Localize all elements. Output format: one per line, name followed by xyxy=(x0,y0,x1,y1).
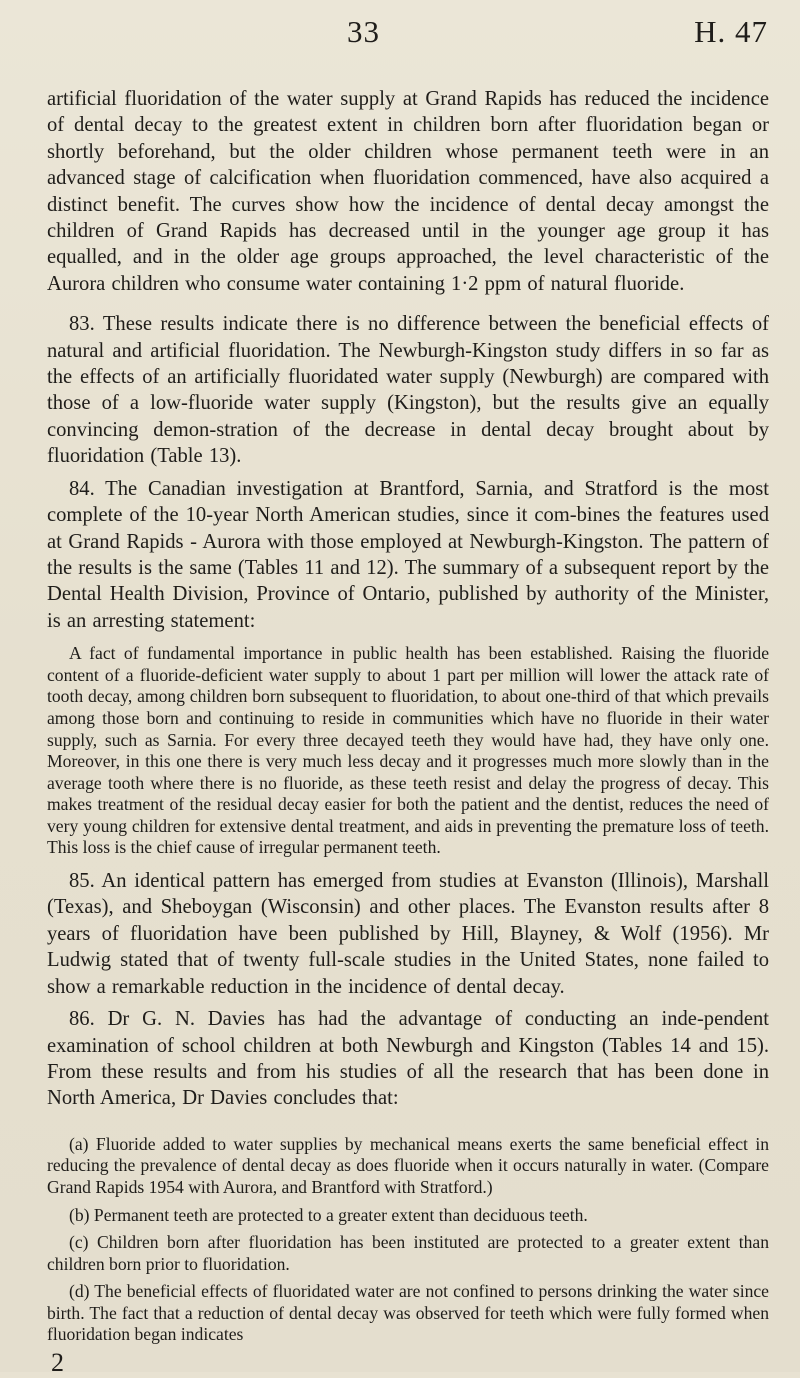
signature-mark: 2 xyxy=(51,1348,64,1378)
conclusion-d: (d) The beneficial effects of fluoridated water are not confined to persons drinking the water since birth. The fact that a reduction of dental decay was observed for teeth which were fully formed when fluoridation began indicates xyxy=(47,1281,769,1345)
conclusion-b: (b) Permanent teeth are protected to a greater extent than deciduous teeth. xyxy=(69,1204,588,1225)
paragraph-86: 86. Dr G. N. Davies has had the advantage of conducting an inde-pendent examination of school children at both Newburgh and Kingston (Tables 14 and 15). From these results and from his studies of all the research that has been done in North America, Dr Davies concludes that: xyxy=(47,1008,769,1110)
quoted-statement: A fact of fundamental importance in public health has been established. Raising the fluoride content of a fluoride-deficient water supply to about 1 part per million will lower the attack rate of tooth decay, among children born subsequent to fluoridation, to about one-third of that which prevails among those born and continuing to reside in communities which have no fluoride in their water supply, such as Sarnia. For every three decayed teeth they would have had, they have only one. Moreover, in this one there is very much less decay and it progresses much more slowly than in the average tooth where there is no fluoride, as these teeth resist and delay the progress of decay. This makes treatment of the residual decay easier for both the patient and the dentist, reduces the need of very young children for extensive dental treatment, and aids in preventing the premature loss of teeth. This loss is the chief cause of irregular permanent teeth. xyxy=(47,643,769,858)
paragraph-continuation: artificial fluoridation of the water supply at Grand Rapids has reduced the incidence of dental decay to the greatest extent in children born after fluoridation began or shortly beforehand, but the older children whose permanent teeth were in an advanced stage of calcification when fluoridation commenced, have also acquired a distinct benefit. The curves show how the incidence of dental decay amongst the children of Grand Rapids has decreased until in the younger age group it has equalled, and in the older age groups approached, the level characteristic of the Aurora children who consume water containing 1·2 ppm of natural fluoride. xyxy=(47,88,769,295)
paragraph-83: 83. These results indicate there is no difference between the beneficial effects of natural and artificial fluoridation. The Newburgh-Kingston study differs in so far as the effects of an artificially fluoridated water supply (Newburgh) are compared with those of a low-fluoride water supply (Kingston), but the results give an equally convincing demon-stration of the decrease in dental decay brought about by fluoridation (Table 13). xyxy=(47,313,769,468)
paragraph-84: 84. The Canadian investigation at Brantford, Sarnia, and Stratford is the most complete of the 10-year North American studies, since it com-bines the features used at Grand Rapids - Aurora with those employed at Newburgh-Kingston. The pattern of the results is the same (Tables 11 and 12). The summary of a subsequent report by the Dental Health Division, Province of Ontario, published by authority of the Minister, is an arresting statement: xyxy=(47,477,770,632)
conclusion-a: (a) Fluoride added to water supplies by mechanical means exerts the same beneficial effect in reducing the prevalence of dental decay as does fluoride when it occurs naturally in water. (Compare Grand Rapids 1954 with Aurora, and Brantford with Stratford.) xyxy=(47,1133,769,1197)
page-header xyxy=(47,0,770,86)
page-number: 33 xyxy=(347,14,380,49)
body-text xyxy=(47,86,769,1378)
paragraph-85: 85. An identical pattern has emerged from studies at Evanston (Illinois), Marshall (Texas), and Sheboygan (Wisconsin) and other places. The Evanston results after 8 years of fluoridation have been published by Hill, Blayney, & Wolf (1956). Mr Ludwig stated that of twenty full-scale studies in the United States, none failed to show a remarkable reduction in the incidence of dental decay. xyxy=(47,870,769,998)
conclusion-c: (c) Children born after fluoridation has been instituted are protected to a greater extent than children born prior to fluoridation. xyxy=(47,1232,769,1274)
document-reference: H. 47 xyxy=(694,14,768,49)
